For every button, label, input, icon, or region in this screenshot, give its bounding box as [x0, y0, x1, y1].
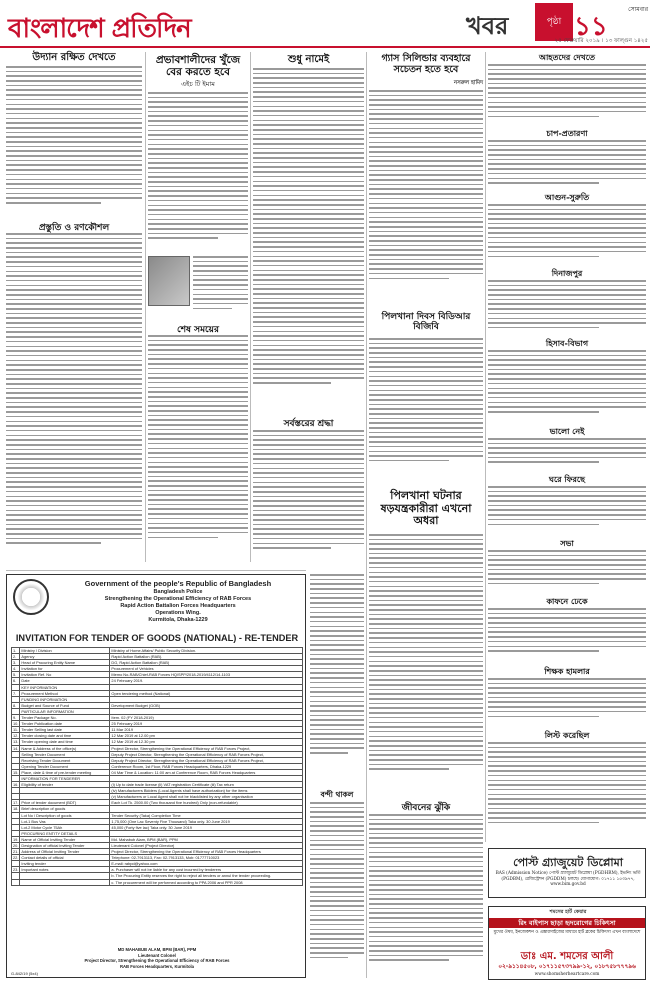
- diploma-ad-text: BAS (Admission Notice) পোস্ট গ্র্যাজুয়েট ডিপ্লোমা (PGDHRM), ইভনিং ভর্তি (PGDBM), রেজিস্ট্রেশন (PGDDM) চলছে। যোগাযোগ: ০১৭১১ ১৫৩৯৭৭, www.bim.gov.bd: [495, 871, 641, 887]
- date-label: ২৫ ফেব্রুয়ারি ২০১৯ । ১৩ ফাল্গুন ১৪২৫: [554, 38, 648, 44]
- tender-row-value: (i) Up to date trade license (ii) VAT registration Certificate (iii) Tax return: [110, 782, 303, 788]
- tender-address: Kurmitola, Dhaka-1229: [148, 617, 208, 623]
- tender-row-value: Deputy Project Director, Strengthening the Operational Efficiency of RAB Forces Project,: [110, 757, 303, 763]
- story-2-body: [148, 92, 248, 252]
- tender-row-value: 04 Mar Time & Location: 11:00 am at Conference Room, RAB Forces Headquarters: [110, 769, 303, 775]
- tender-row-number: 17.: [13, 800, 19, 806]
- headline-right-7[interactable]: ঘরে ফিরছে: [488, 474, 646, 488]
- tender-row-value: Project Director, Strengthening the Operational Efficiency of RAB Forces Project,: [110, 745, 303, 751]
- tender-row-label: Address of Official Inviting Tender: [20, 849, 110, 855]
- tender-row-label: INFORMATION FOR TENDERER: [20, 775, 110, 781]
- right-story-2-body: [488, 140, 646, 190]
- tender-row-label: Contact details of official: [20, 855, 110, 861]
- headline-right-1[interactable]: আহতদের দেখতে: [488, 52, 646, 66]
- tender-row-number: 10.: [13, 721, 19, 727]
- tender-row-number: 9.: [12, 715, 20, 721]
- heart-care-advertisement[interactable]: [488, 906, 646, 980]
- headline-story-3[interactable]: শুধু নামেই: [287, 54, 330, 65]
- tender-row-label: Selling Tender Document: [20, 751, 110, 757]
- headline-right-6[interactable]: ভালো নেই: [488, 426, 646, 440]
- tender-row-label: Eligibility of tender: [20, 782, 110, 788]
- tender-row-label: Invitation Ref. No: [20, 672, 110, 678]
- headline-right-9[interactable]: কাফনে ঢেকে: [488, 596, 646, 610]
- story-15-body: [369, 814, 483, 978]
- headline-story-7[interactable]: শেষ সময়ের: [177, 325, 219, 335]
- tender-wing: Operations Wing.: [155, 610, 201, 616]
- tender-row-label: Receiving Tender Document: [20, 757, 110, 763]
- tender-row-label: [20, 879, 110, 885]
- tender-code: G-842/19 (5x4): [11, 971, 38, 976]
- story-2-body-continued: [193, 256, 248, 316]
- tender-row-value: 11 Mar 2019: [110, 727, 303, 733]
- headline-story-11[interactable]: পিলখানা দিবস বিডিআর বিজিবি: [381, 312, 471, 333]
- tender-row-label: Lot-2 Motor Cycle 75Ah: [20, 824, 110, 830]
- headline-right-8[interactable]: সভা: [488, 538, 646, 552]
- tender-row-number: 2.: [12, 654, 20, 660]
- headline-story-6[interactable]: প্রস্তুতি ও রণকৌশল: [38, 223, 110, 233]
- tender-sign-name: MD MAHABUB ALAM, BPM (BAR), PPM: [117, 947, 197, 952]
- tender-row-label: Tender closing date and time: [20, 733, 110, 739]
- headline-right-11[interactable]: লিস্ট করেছিল: [488, 730, 646, 744]
- tender-row-label: Lot No / Description of goods: [20, 812, 110, 818]
- tender-row-number: 1.: [12, 648, 20, 654]
- tender-row-label: KEY INFORMATION: [20, 684, 110, 690]
- right-story-1-body: [488, 64, 646, 126]
- tender-row-value: 45,000 (Forty five lac) Taka only. 30 June 2019: [110, 824, 303, 830]
- tender-row-label: Price of tender document (BDT): [20, 800, 110, 806]
- story-7-body: [148, 335, 248, 557]
- tender-row-value: 25 February 2019: [110, 721, 303, 727]
- police-seal-icon: [13, 579, 49, 615]
- tender-row-value: Memo No-RAB/Chief-RAB Forces HQ/SPP/2018-2019/4112/14-1103: [110, 672, 303, 678]
- right-story-4-body: [488, 280, 646, 336]
- tender-sign-hq: RAB Forces Headquarters, Kurmitola: [120, 963, 194, 969]
- tender-row-label: Tender Selling last date: [20, 727, 110, 733]
- tender-row-value: c. The procurement will be performed according to PPA 2006 and PPR 2008: [110, 879, 303, 885]
- section-name: খবর: [466, 12, 509, 40]
- right-story-8-body: [488, 550, 646, 594]
- tender-row-label: Place, date & time of pre-tender meeting: [20, 769, 110, 775]
- story-8-body-continued: [310, 574, 364, 774]
- tender-row: [12, 751, 303, 757]
- tender-row-value: DG, Rapid Action Battalion (RAB): [110, 660, 303, 666]
- tender-row-value: b. The Procuring Entity reserves the right to reject all tenders or annul the tender proceeding.: [110, 873, 303, 879]
- tender-row-label: Name & Address of the office(s): [20, 745, 110, 751]
- tender-row-label: Invitation for: [20, 666, 110, 672]
- tender-row-number: 12.: [13, 733, 19, 739]
- headline-right-10[interactable]: শিক্ষক হামলার: [488, 666, 646, 680]
- tender-row-label: Tender Package No.: [20, 715, 110, 721]
- headline-story-16[interactable]: বন্দী থাকল: [320, 790, 354, 799]
- tender-row-value: Ministry of Home Affairs/ Public Security Division.: [110, 648, 303, 654]
- tender-row-label: Procurement Method: [20, 690, 110, 696]
- tender-title: INVITATION FOR TENDER OF GOODS (NATIONAL) - RE-TENDER: [15, 633, 299, 643]
- story-6-body: [6, 233, 142, 563]
- tender-row-number: 19.: [13, 836, 19, 842]
- tender-row-label: Brief description of goods: [20, 806, 110, 812]
- tender-row-label: Tender Publication date: [20, 721, 110, 727]
- tender-row-value: Procurement of Vehicles: [110, 666, 303, 672]
- portrait-photo: [148, 256, 190, 306]
- tender-row-value: Md. Mahabub Alam, BPM (BAR), PPM: [110, 836, 303, 842]
- tender-row: [12, 849, 303, 855]
- headline-story-4[interactable]: গ্যাস সিলিন্ডার ব্যবহারে সচেতন হতে হবে: [381, 53, 471, 75]
- right-story-3-body: [488, 204, 646, 266]
- tender-table: [11, 647, 303, 886]
- tender-row-value: Deputy Project Director, Strengthening the Operational Efficiency of RAB Forces Project,: [110, 751, 303, 757]
- tender-row-value: 1,75,000 (One Lac Seventy Five Thousand) Taka only. 30 June 2019: [110, 818, 303, 824]
- headline-story-10[interactable]: পিলখানা ঘটনার ষড়যন্ত্রকারীরা এখনো অধরা: [380, 489, 472, 528]
- tender-row-value: 24 February 2019.: [110, 678, 303, 684]
- tender-row-value: Each Lot Tk. 2500.00 (Two thousand five hundred) Only (non-refundable): [110, 800, 303, 806]
- tender-row-value: Development Budget (GOB): [110, 702, 303, 708]
- tender-row: [12, 757, 303, 763]
- section-divider: [6, 570, 306, 571]
- story-10-body: [369, 534, 483, 794]
- tender-row-label: Name of Official Inviting Tender: [20, 836, 110, 842]
- page-number: ১১: [574, 12, 608, 42]
- masthead: [0, 0, 650, 48]
- right-story-9-body: [488, 608, 646, 664]
- tender-row-label: Inviting tender: [20, 861, 110, 867]
- story-11-body: [369, 338, 483, 478]
- right-story-5-body: [488, 350, 646, 424]
- tender-row-value: Tender Security (Taka) Completion Time: [110, 812, 303, 818]
- tender-row-value: 12 Mar 2019 at 12.30 pm: [110, 739, 303, 745]
- tender-police: Bangladesh Police: [153, 589, 203, 595]
- tender-row-label: PARTICULAR INFORMATION: [20, 708, 110, 714]
- tender-strengthening: Strengthening the Operational Efficiency of RAB Forces: [104, 596, 252, 602]
- tender-sign-rank: Lieutenant Colonel: [138, 952, 176, 958]
- story-16-body: [310, 802, 364, 978]
- tender-government: Government of the people's Republic of Bangladesh: [84, 579, 272, 588]
- right-story-10-body: [488, 678, 646, 728]
- tender-row-number: 22.: [13, 855, 19, 861]
- tender-row-number: 3.: [12, 660, 20, 666]
- heart-care-website: www.shomsherheartcare.com: [534, 972, 600, 977]
- right-story-6-body: [488, 438, 646, 472]
- tender-row-number: 4.: [12, 666, 20, 672]
- diploma-advertisement[interactable]: [488, 848, 646, 898]
- tender-row-value: (v) Manufacturers or Local Agent shall not be blacklisted by any other organisation: [110, 794, 303, 800]
- tender-row-number: 21.: [13, 849, 19, 855]
- tender-row-number: 13.: [13, 739, 19, 745]
- story-1-body: [6, 66, 142, 216]
- tender-row-number: 15.: [13, 769, 19, 775]
- right-story-11-body: [488, 742, 646, 842]
- tender-row-value: E-mail: rabpd@yahoo.com: [110, 861, 303, 867]
- tender-signature: [11, 947, 303, 969]
- headline-story-15[interactable]: জীবনের ঝুঁকি: [401, 803, 451, 813]
- tender-rab: Rapid Action Battalion Forces Headquarters: [120, 603, 236, 609]
- tender-row-number: 6.: [12, 678, 20, 684]
- headline-right-5[interactable]: হিসাব-বিভাগ: [488, 338, 646, 352]
- tender-row-label: Important notes: [20, 867, 110, 873]
- tender-row: [12, 879, 303, 885]
- day-label: সোমবার: [628, 6, 648, 13]
- story-8-body: [253, 430, 364, 562]
- tender-row-number: 5.: [12, 672, 20, 678]
- tender-row-number: 7.: [12, 690, 20, 696]
- column-rule: [366, 52, 367, 978]
- column-rule: [485, 52, 486, 842]
- tender-row-label: Date: [20, 678, 110, 684]
- tender-row-label: Designation of official inviting Tender: [20, 843, 110, 849]
- tender-row-number: 11.: [13, 727, 19, 733]
- tender-row-label: Head of Procuring Entity Name: [20, 660, 110, 666]
- headline-story-2[interactable]: প্রভাবশালীদের খুঁজে বের করতে হবে: [155, 54, 241, 79]
- column-rule: [250, 52, 251, 562]
- tender-row-number: 20.: [13, 843, 19, 848]
- headline-story-1[interactable]: উদ্যান রক্ষিত দেখতে: [32, 52, 116, 63]
- tender-row-number: 16.: [13, 782, 19, 788]
- story-2-speaker: এইচ টি ইমাম: [181, 80, 215, 88]
- tender-row-number: 8.: [12, 702, 20, 708]
- tender-row-label: PROCURING ENTITY DETAILS: [20, 830, 110, 836]
- story-3-body: [253, 68, 364, 408]
- column-rule: [145, 52, 146, 562]
- headline-right-2[interactable]: চাপ-প্রতারণা: [488, 128, 646, 142]
- heart-care-logo: শমসের হার্ট কেয়ার: [549, 909, 587, 915]
- tender-row-label: Lot-1 Bus Vas: [20, 818, 110, 824]
- tender-row-number: 18.: [13, 806, 19, 812]
- tender-row-label: Agency: [20, 654, 110, 660]
- newspaper-logo[interactable]: বাংলাদেশ প্রতিদিন: [8, 14, 191, 44]
- heart-care-phone: ০২-৯১১৪৫০৮, ০১৭১১৫৭৩৭৯৯-১২, ০১৮৭৫৮৭৭৭৯৬: [498, 964, 636, 970]
- tender-row-value: 12 Mar 2019 at 12.00 pm: [110, 733, 303, 739]
- right-story-7-body: [488, 486, 646, 536]
- page-label: পৃষ্ঠা: [546, 17, 562, 27]
- heart-care-doctor: ডাঃ এম. শমসের আলী: [520, 951, 614, 962]
- tender-row-value: Lieutenant Colonel (Project Director): [110, 843, 303, 849]
- tender-row-value: Telephone: 02-7913113, Fax: 02-7913133, Mob: 01777710023: [110, 855, 303, 861]
- headline-right-3[interactable]: আগুন-সুরুতি: [488, 192, 646, 206]
- tender-row-value: Item. 02 (FY 2018-2019): [110, 715, 303, 721]
- tender-row-value: a. Purchaser will not be liable for any cost incurred by tenderers: [110, 867, 303, 873]
- tender-row-label: Opening Tender Document: [20, 763, 110, 769]
- tender-row-value: Project Director, Strengthening the Operational Efficiency of RAB Forces Headquarters: [110, 849, 303, 855]
- tender-row-number: 23.: [13, 867, 19, 873]
- tender-row-value: Rapid Action Battalion (RAB).: [110, 654, 303, 660]
- tender-row-value: (iv) Manufacturers Bidders (Local Agents shall have authorization) for the items: [110, 788, 303, 794]
- tender-sign-title: Project Director, Strengthening the Operational Efficiency of RAB Forces: [84, 958, 230, 963]
- heart-care-text: মুখের ঔষধ, ইনজেকশন ও এক্সারসাইজের মাধ্যমে হার্ট ব্লকের চিকিৎসা এখন বাংলাদেশে: [493, 930, 641, 935]
- tender-row-value: Open tendering method (National): [110, 690, 303, 696]
- diploma-ad-title: পোস্ট গ্র্যাজুয়েট ডিপ্লোমা: [513, 856, 623, 869]
- tender-row-label: Ministry / Division: [20, 648, 110, 654]
- story-4-speaker: নসরুল হামিদ: [453, 80, 483, 86]
- story-4-body: [369, 90, 483, 300]
- tender-notice: [6, 574, 306, 978]
- heart-care-band: রিং বাইপাস ছাড়া হৃদরোগের চিকিৎসা: [489, 918, 645, 928]
- page-label-box: [535, 3, 573, 41]
- tender-row-value: Conference Room, 1st Floor, RAB Forces Headquarters, Dhaka-1229: [110, 763, 303, 769]
- tender-row-number: 14.: [13, 745, 19, 751]
- headline-right-4[interactable]: দিনাজপুর: [488, 268, 646, 282]
- tender-row-number: [12, 879, 20, 885]
- tender-row-label: FUNDING INFORMATION: [20, 696, 110, 702]
- headline-story-8[interactable]: সর্বস্তরের শ্রদ্ধা: [283, 419, 334, 429]
- tender-row-label: Tender opening date and time: [20, 739, 110, 745]
- tender-row-label: Budget and Source of Fund: [20, 702, 110, 708]
